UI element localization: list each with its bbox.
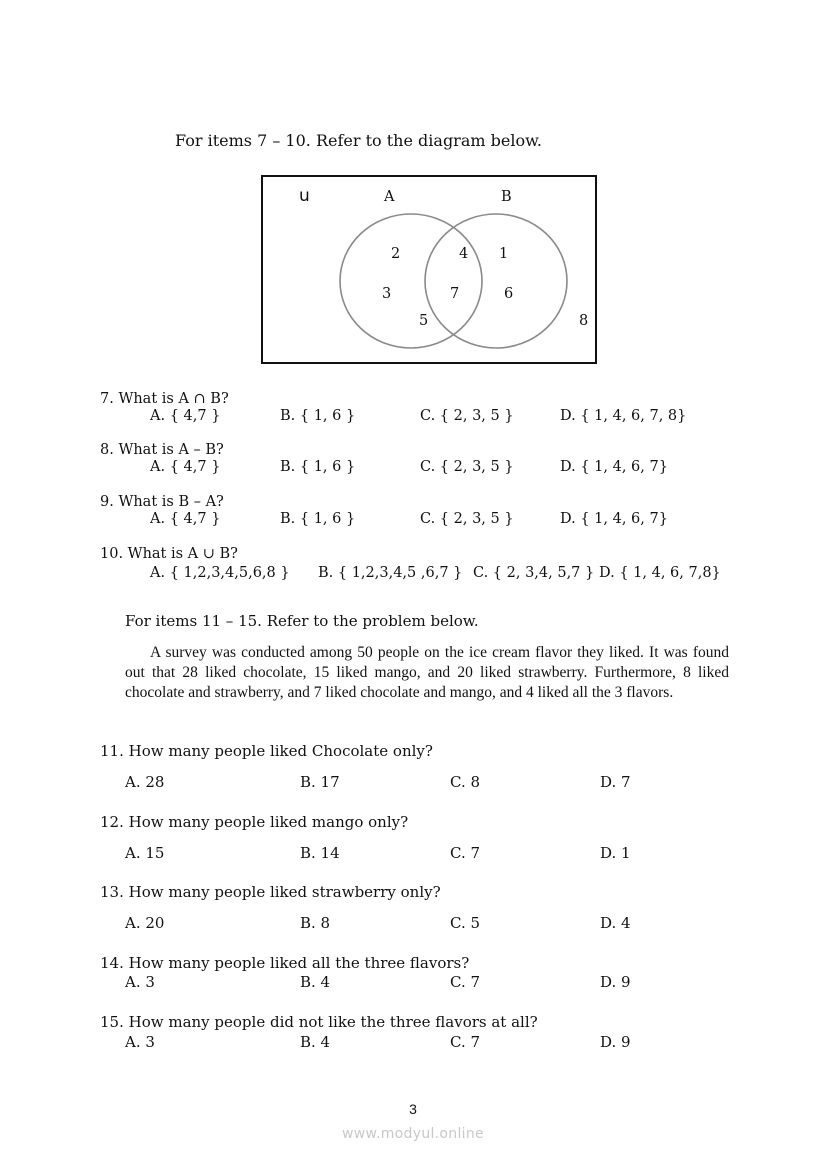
choice-a: A. 3 — [125, 973, 155, 991]
choice-a: A. { 4,7 } — [150, 511, 221, 527]
choice-c: C. { 2, 3, 5 } — [420, 459, 514, 475]
choice-c: C. { 2, 3,4, 5,7 } — [473, 565, 595, 581]
choice-a: A. { 4,7 } — [150, 408, 221, 424]
circle-b — [425, 214, 567, 348]
question-stem: 10. What is A ∪ B? — [100, 546, 238, 562]
choice-a: A. { 1,2,3,4,5,6,8 } — [150, 565, 290, 581]
element-outside: 8 — [579, 313, 589, 329]
element-a-only: 2 — [391, 246, 401, 262]
element-a-only: 5 — [419, 313, 429, 329]
choice-a: A. 28 — [125, 773, 165, 791]
choice-a: A. 15 — [125, 844, 165, 862]
choice-b: B. { 1, 6 } — [280, 459, 356, 475]
choice-a: A. { 4,7 } — [150, 459, 221, 475]
choice-b: B. 8 — [300, 914, 331, 932]
choice-b: B. { 1, 6 } — [280, 408, 356, 424]
question-stem: 7. What is A ∩ B? — [100, 391, 229, 407]
question-stem: 9. What is B – A? — [100, 494, 224, 510]
choice-c: C. { 2, 3, 5 } — [420, 408, 514, 424]
page-number: 3 — [409, 1101, 417, 1117]
choice-d: D. { 1, 4, 6, 7} — [560, 459, 668, 475]
choice-a: A. 3 — [125, 1033, 155, 1051]
choice-c: C. 7 — [450, 844, 481, 862]
instruction-items-7-10: For items 7 – 10. Refer to the diagram below. — [175, 131, 542, 150]
circle-a — [340, 214, 482, 348]
choice-d: D. { 1, 4, 6, 7} — [560, 511, 668, 527]
question-stem: 14. How many people liked all the three flavors? — [100, 954, 470, 972]
choice-c: C. { 2, 3, 5 } — [420, 511, 514, 527]
choice-d: D. 1 — [600, 844, 631, 862]
watermark: www.modyul.online — [342, 1126, 484, 1142]
survey-problem-text: A survey was conducted among 50 people on the ice cream flavor they liked. It was found out that 28 liked chocolate, 15 liked mango, and 20 liked strawberry. Furthermore, 8 liked chocolate and strawberry, and 7 liked chocolate and mango, and 4 liked all the 3 flavors. — [125, 644, 729, 701]
choice-b: B. { 1,2,3,4,5 ,6,7 } — [318, 565, 463, 581]
element-b-only: 1 — [499, 246, 509, 262]
choice-d: D. 9 — [600, 1033, 631, 1051]
element-a-only: 3 — [382, 286, 392, 302]
question-stem: 13. How many people liked strawberry only? — [100, 883, 441, 901]
choice-b: B. 17 — [300, 773, 340, 791]
choice-b: B. { 1, 6 } — [280, 511, 356, 527]
choice-c: C. 7 — [450, 973, 481, 991]
set-b-label: B — [501, 189, 512, 205]
choice-b: B. 4 — [300, 973, 331, 991]
survey-problem — [125, 643, 729, 703]
element-intersection: 4 — [459, 246, 469, 262]
instruction-items-11-15: For items 11 – 15. Refer to the problem below. — [125, 612, 479, 630]
choice-c: C. 8 — [450, 773, 481, 791]
choice-d: D. 7 — [600, 773, 631, 791]
element-b-only: 6 — [504, 286, 514, 302]
question-stem: 8. What is A – B? — [100, 442, 224, 458]
choice-d: D. 9 — [600, 973, 631, 991]
choice-d: D. { 1, 4, 6, 7, 8} — [560, 408, 687, 424]
question-stem: 11. How many people liked Chocolate only? — [100, 742, 433, 760]
choice-d: D. { 1, 4, 6, 7,8} — [599, 565, 721, 581]
choice-b: B. 14 — [300, 844, 340, 862]
set-a-label: A — [384, 189, 395, 205]
element-intersection: 7 — [450, 286, 460, 302]
choice-a: A. 20 — [125, 914, 165, 932]
choice-c: C. 5 — [450, 914, 481, 932]
choice-d: D. 4 — [600, 914, 631, 932]
choice-c: C. 7 — [450, 1033, 481, 1051]
universe-label: u — [299, 186, 310, 206]
question-stem: 12. How many people liked mango only? — [100, 813, 409, 831]
venn-diagram — [261, 175, 597, 364]
question-stem: 15. How many people did not like the three flavors at all? — [100, 1013, 538, 1031]
choice-b: B. 4 — [300, 1033, 331, 1051]
venn-circles — [263, 177, 599, 366]
